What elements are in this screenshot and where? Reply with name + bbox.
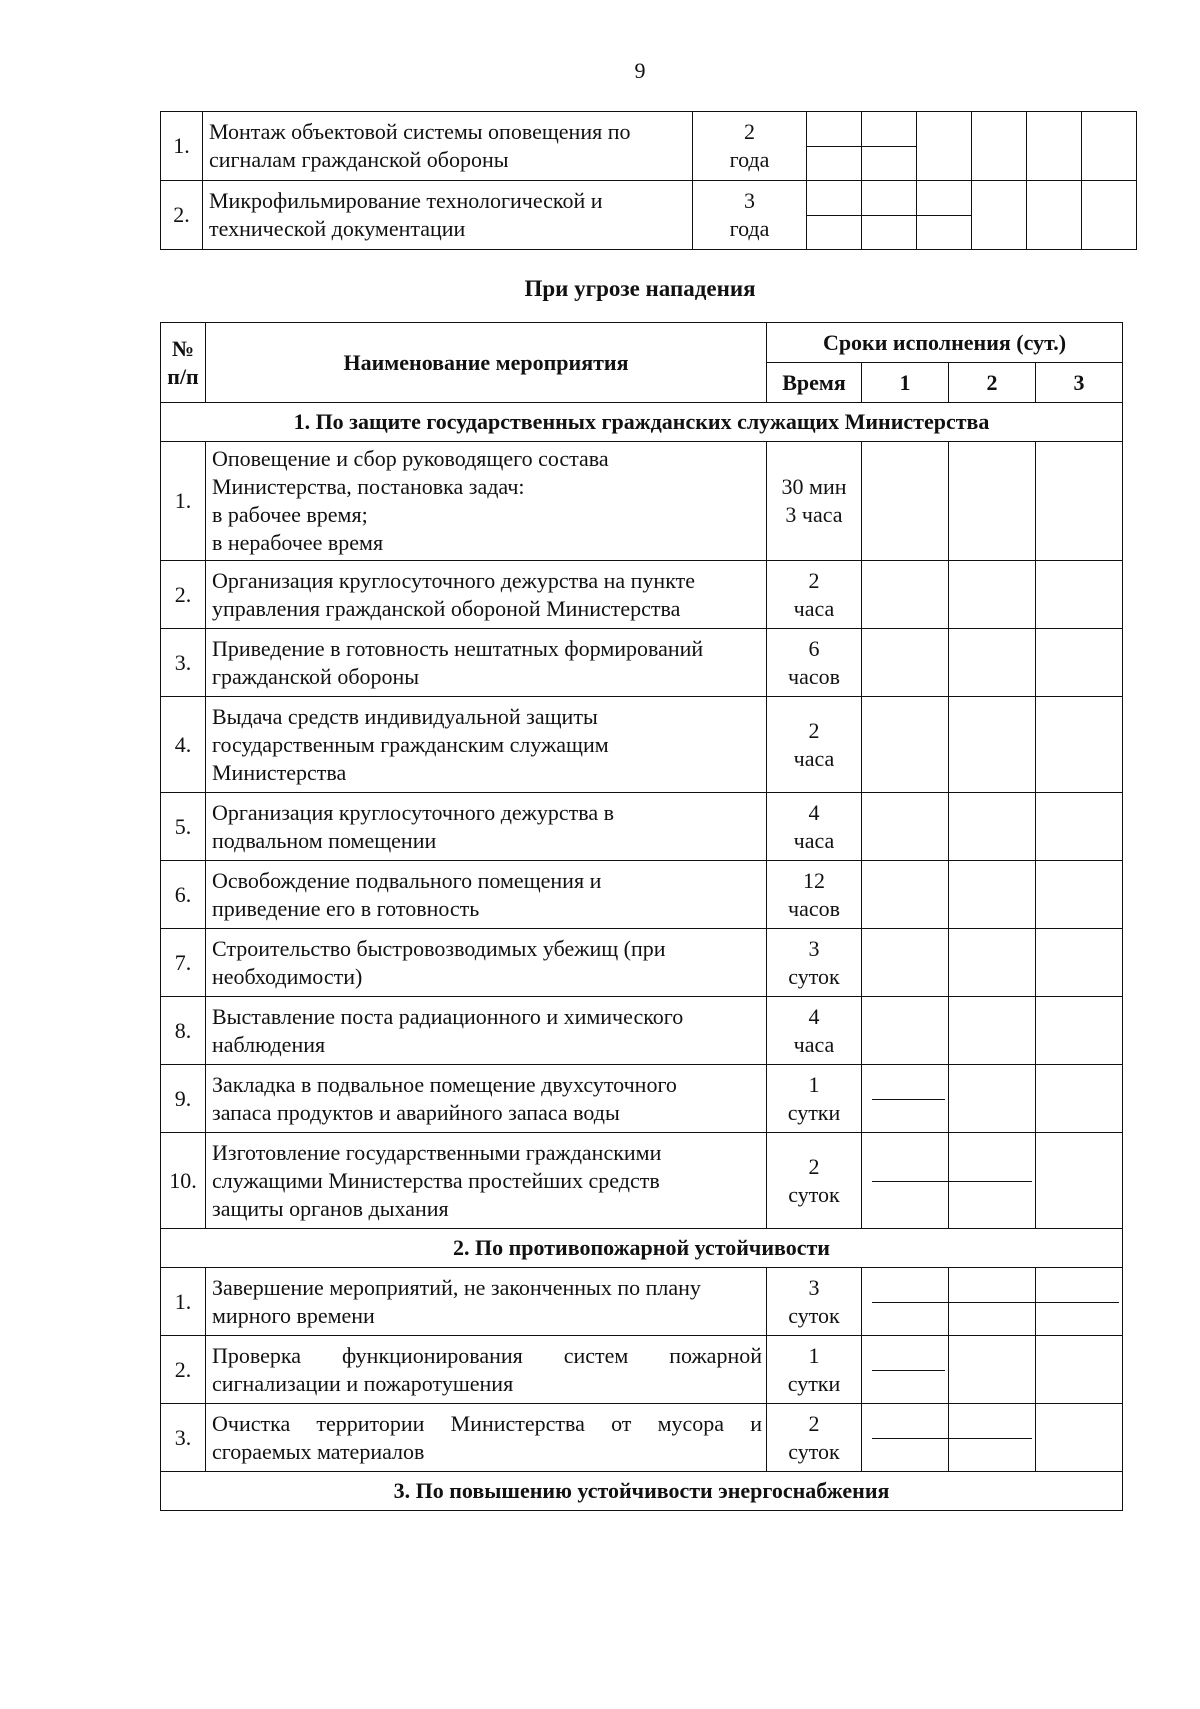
timeline-bar — [872, 1370, 945, 1371]
section-header-row — [161, 403, 1123, 442]
section-header: 2. По противопожарной устойчивости — [161, 1229, 1123, 1268]
activity-name-line: Проверка функционирования систем пожарной — [212, 1342, 762, 1368]
table-row — [161, 929, 1123, 997]
gantt-cell — [1036, 861, 1123, 929]
activity-name — [206, 629, 767, 697]
time-line: часа — [793, 745, 835, 771]
schedule-table — [160, 322, 1123, 1511]
time-line: суток — [788, 963, 840, 989]
table-row — [161, 181, 1137, 250]
time-line: часа — [793, 595, 835, 621]
time-line: 12 — [803, 867, 825, 893]
time-line: 4 — [808, 1003, 820, 1029]
gantt-cell — [1036, 442, 1123, 561]
time-line: 3 — [808, 935, 820, 961]
gantt-cell — [1082, 181, 1137, 250]
activity-name-line: в нерабочее время — [212, 530, 384, 555]
timeline-bar — [872, 1181, 1032, 1182]
row-number: 2. — [161, 561, 206, 629]
time-line: часов — [788, 663, 840, 689]
gantt-cell — [1036, 1404, 1123, 1472]
row-number: 7. — [161, 929, 206, 997]
activity-name — [206, 929, 767, 997]
table-row — [161, 697, 1123, 793]
time-cell — [767, 997, 862, 1065]
activity-name-line: Изготовление государственными гражданскими — [212, 1139, 662, 1165]
timeline-bar — [872, 1438, 1032, 1439]
gantt-cell — [949, 997, 1036, 1065]
activity-name-line: Освобождение подвального помещения и — [212, 867, 602, 893]
gantt-cell — [1027, 112, 1082, 181]
time-line: суток — [788, 1181, 840, 1207]
time-cell — [767, 442, 862, 561]
row-number: 4. — [161, 697, 206, 793]
gantt-cell — [1036, 561, 1123, 629]
time-cell — [767, 1268, 862, 1336]
row-number: 1. — [161, 442, 206, 561]
table-row — [161, 442, 1123, 561]
duration-value: 3 — [744, 188, 755, 213]
row-number: 3. — [161, 629, 206, 697]
activity-name-line: наблюдения — [212, 1031, 326, 1057]
activity-name-line: мирного времени — [212, 1302, 375, 1328]
gantt-cell — [1036, 929, 1123, 997]
activity-name-line: приведение его в готовность — [212, 895, 480, 921]
timeline-bar — [872, 1099, 945, 1100]
page-number: 9 — [634, 58, 646, 83]
activity-name-line: Выдача средств индивидуальной защиты — [212, 703, 598, 729]
time-line: суток — [788, 1302, 840, 1328]
gantt-cell — [1036, 997, 1123, 1065]
table-row — [161, 861, 1123, 929]
row-number: 5. — [161, 793, 206, 861]
duration-cell — [693, 112, 807, 181]
gantt-cell — [807, 112, 862, 181]
activity-name-line: необходимости) — [212, 963, 363, 989]
activity-name — [206, 1268, 767, 1336]
activity-name — [206, 793, 767, 861]
time-line: 3 — [808, 1274, 820, 1300]
time-line: 2 — [808, 1410, 820, 1436]
section-header: 1. По защите государственных гражданских служащих Министерства — [161, 403, 1123, 442]
time-line: суток — [788, 1438, 840, 1464]
time-line: 6 — [808, 635, 820, 661]
gantt-cell — [949, 861, 1036, 929]
activity-name: Микрофильмирование технологической и технической документации — [203, 181, 693, 250]
activity-name-line: защиты органов дыхания — [212, 1195, 449, 1221]
activity-name-line: гражданской обороны — [212, 663, 420, 689]
section-header-row — [161, 1472, 1123, 1511]
activity-name — [206, 997, 767, 1065]
activity-name-line: Министерства, постановка задач: — [212, 474, 525, 499]
time-cell — [767, 929, 862, 997]
duration-value: 2 — [744, 119, 755, 144]
activity-name — [206, 861, 767, 929]
continuation-table — [160, 111, 1137, 250]
time-line: сутки — [787, 1099, 841, 1125]
section-header-row — [161, 1229, 1123, 1268]
gantt-cell — [1036, 793, 1123, 861]
table-row — [161, 112, 1137, 181]
gantt-cell — [917, 112, 972, 181]
activity-name-line: сигнализации и пожаротушения — [212, 1370, 514, 1396]
timeline-bar — [872, 1302, 1119, 1303]
header-day-1: 1 — [862, 363, 949, 403]
activity-name-line: служащими Министерства простейших средств — [212, 1167, 660, 1193]
gantt-cell — [862, 112, 917, 181]
activity-name-line: Выставление поста радиационного и химического — [212, 1003, 684, 1029]
gantt-cell — [862, 997, 949, 1065]
gantt-cell — [1082, 112, 1137, 181]
activity-name-line: Закладка в подвальное помещение двухсуточного — [212, 1071, 677, 1097]
time-cell — [767, 629, 862, 697]
activity-name — [206, 1336, 767, 1404]
time-cell — [767, 697, 862, 793]
activity-name-line: Организация круглосуточного дежурства в — [212, 799, 615, 825]
gantt-cell — [862, 561, 949, 629]
time-cell — [767, 1133, 862, 1229]
gantt-cell — [1036, 1336, 1123, 1404]
table-row — [161, 629, 1123, 697]
row-number: 3. — [161, 1404, 206, 1472]
table-row — [161, 997, 1123, 1065]
activity-name-line: подвальном помещении — [212, 827, 437, 853]
table-row — [161, 561, 1123, 629]
gantt-cell — [862, 929, 949, 997]
activity-name — [206, 1133, 767, 1229]
time-line: часа — [793, 1031, 835, 1057]
gantt-cell — [862, 793, 949, 861]
activity-name-line: управления гражданской обороной Министерства — [212, 595, 681, 621]
activity-name-line: запаса продуктов и аварийного запаса воды — [212, 1099, 620, 1125]
gantt-cell — [862, 697, 949, 793]
gantt-cell — [949, 561, 1036, 629]
gantt-cell — [949, 793, 1036, 861]
activity-name-line: Организация круглосуточного дежурства на пункте — [212, 567, 695, 593]
activity-name: Монтаж объектовой системы оповещения по сигналам гражданской обороны — [203, 112, 693, 181]
activity-name-line: Очистка территории Министерства от мусора и — [212, 1410, 762, 1436]
duration-unit: года — [729, 147, 770, 172]
gantt-cell — [862, 442, 949, 561]
duration-unit: года — [729, 216, 770, 241]
time-cell — [767, 1404, 862, 1472]
gantt-cell — [949, 1065, 1036, 1133]
row-number: 10. — [161, 1133, 206, 1229]
time-cell — [767, 1336, 862, 1404]
activity-name-line: Министерства — [212, 759, 347, 785]
row-number: 9. — [161, 1065, 206, 1133]
gantt-cell — [1036, 629, 1123, 697]
time-line: 30 мин — [781, 474, 847, 499]
time-line: часа — [793, 827, 835, 853]
activity-name-line: Оповещение и сбор руководящего состава — [212, 446, 609, 471]
gantt-cell — [807, 181, 862, 250]
gantt-cell — [1027, 181, 1082, 250]
time-line: 2 — [808, 1153, 820, 1179]
row-number: 1. — [161, 112, 203, 181]
time-cell — [767, 1065, 862, 1133]
activity-name — [206, 442, 767, 561]
gantt-cell — [862, 629, 949, 697]
gantt-cell — [972, 112, 1027, 181]
time-cell — [767, 561, 862, 629]
section-title: При угрозе нападения — [524, 276, 756, 301]
time-cell — [767, 861, 862, 929]
activity-name-line: Приведение в готовность нештатных формирований — [212, 635, 704, 661]
gantt-cell — [972, 181, 1027, 250]
gantt-cell — [949, 929, 1036, 997]
gantt-cell — [862, 181, 917, 250]
gantt-cell — [949, 697, 1036, 793]
header-row — [161, 323, 1123, 363]
row-number: 8. — [161, 997, 206, 1065]
row-number: 2. — [161, 1336, 206, 1404]
row-number: 6. — [161, 861, 206, 929]
time-line: часов — [788, 895, 840, 921]
activity-name — [206, 561, 767, 629]
time-cell — [767, 793, 862, 861]
header-terms: Сроки исполнения (сут.) — [767, 323, 1123, 363]
time-line: 1 — [808, 1071, 820, 1097]
time-line: 2 — [808, 567, 820, 593]
header-name: Наименование мероприятия — [206, 323, 767, 403]
header-number: № п/п — [161, 323, 206, 403]
gantt-cell — [862, 861, 949, 929]
activity-name-line: Строительство быстровозводимых убежищ (при — [212, 935, 666, 961]
time-line: сутки — [787, 1370, 841, 1396]
section-header: 3. По повышению устойчивости энергоснабжения — [161, 1472, 1123, 1511]
activity-name-line: в рабочее время; — [212, 502, 368, 527]
duration-cell — [693, 181, 807, 250]
activity-name — [206, 1404, 767, 1472]
gantt-cell — [1036, 1065, 1123, 1133]
row-number: 1. — [161, 1268, 206, 1336]
time-line: 4 — [808, 799, 820, 825]
time-line: 1 — [808, 1342, 820, 1368]
activity-name-line: сгораемых материалов — [212, 1438, 425, 1464]
gantt-cell — [949, 1336, 1036, 1404]
activity-name — [206, 697, 767, 793]
gantt-cell — [949, 442, 1036, 561]
time-line: 2 — [808, 717, 820, 743]
gantt-cell — [1036, 1133, 1123, 1229]
header-day-2: 2 — [949, 363, 1036, 403]
table-row — [161, 793, 1123, 861]
header-time: Время — [767, 363, 862, 403]
table-row — [161, 1336, 1123, 1404]
gantt-cell — [917, 181, 972, 250]
table-row — [161, 1065, 1123, 1133]
header-day-3: 3 — [1036, 363, 1123, 403]
gantt-cell — [949, 629, 1036, 697]
time-line: 3 часа — [785, 502, 843, 527]
gantt-cell — [1036, 697, 1123, 793]
row-number: 2. — [161, 181, 203, 250]
activity-name-line: Завершение мероприятий, не законченных по плану — [212, 1274, 701, 1300]
activity-name-line: государственным гражданским служащим — [212, 731, 609, 757]
activity-name — [206, 1065, 767, 1133]
